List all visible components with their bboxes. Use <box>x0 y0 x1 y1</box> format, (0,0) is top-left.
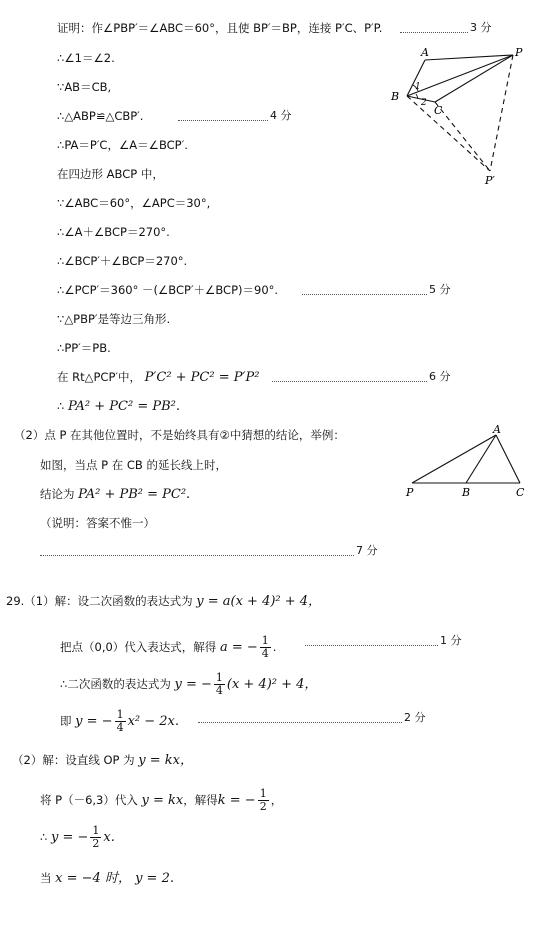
label-c-2: C <box>516 486 525 499</box>
line-conclusion <box>57 398 180 415</box>
q29-setup: 29.（1）解：设二次函数的表达式为 <box>6 594 193 608</box>
score-5: 5 分 <box>429 283 451 296</box>
line-equilateral: ∵△PBP′是等边三角形. <box>57 312 171 326</box>
score-leader <box>302 294 427 295</box>
q29-line2: 把点（0,0）代入表达式，解得 a = − $\frac{1}{4}$ . <box>60 634 277 660</box>
q29-line3: ∴二次函数的表达式为 y = − $\frac{1}{4}$ (x + 4)² + 4， <box>60 671 318 697</box>
line-bcp-sum: ∴∠BCP′＋∠BCP＝270°. <box>57 254 188 268</box>
line-rt-triangle <box>57 369 259 386</box>
label-p: P <box>515 46 523 59</box>
q29-part2-line3: ∴ y = − $\frac{1}{2}$ x. <box>40 824 115 850</box>
conclusion-equation: PA² + PC² = PB². <box>67 399 181 414</box>
score-4: 4 分 <box>270 109 292 122</box>
score-3: 3 分 <box>470 21 492 34</box>
score-leader <box>40 555 354 556</box>
line-pa-pc: ∴PA＝P′C，∠A＝∠BCP′. <box>57 138 188 152</box>
part2-note: （说明：答案不惟一） <box>40 516 155 530</box>
line-given-angles: ∵∠ABC＝60°，∠APC＝30°, <box>57 196 211 210</box>
q29-expression-label: ∴二次函数的表达式为 <box>60 677 171 691</box>
conclusion-label: 结论为 <box>40 487 75 501</box>
label-b-2: B <box>462 486 471 499</box>
fraction-quarter: $\frac{1}{4}$ <box>116 708 124 734</box>
figure-triangle <box>400 424 535 500</box>
label-p-2: P <box>406 486 414 499</box>
q29-formula: y = a(x + 4)² + 4， <box>196 594 322 609</box>
q29-part2-line1: （2）解：设直线 OP 为 y = kx， <box>12 753 193 768</box>
part2-conclusion <box>40 486 190 503</box>
score-leader <box>272 381 427 382</box>
rt-equation: P′C² + PC² = P′P² <box>144 370 260 385</box>
score-2: 2 分 <box>404 711 426 724</box>
line-pp-pb: ∴PP′＝PB. <box>57 341 111 355</box>
label-a: A <box>421 46 429 59</box>
label-angle-1: 1 <box>415 82 421 92</box>
figure-quadrilateral <box>385 44 525 190</box>
proof-intro: 证明：作∠PBP′＝∠ABC＝60°，且使 BP′＝BP，连接 P′C、P′P. <box>57 21 383 35</box>
fraction-quarter: $\frac{1}{4}$ <box>261 634 269 660</box>
label-c: C <box>434 104 443 117</box>
q29-line1 <box>6 593 321 610</box>
fraction-quarter: $\frac{1}{4}$ <box>215 671 223 697</box>
line-angle-eq: ∴∠1＝∠2. <box>57 51 115 65</box>
therefore-symbol: ∴ <box>57 399 65 413</box>
fraction-half: $\frac{1}{2}$ <box>259 787 267 813</box>
line-sum-270: ∴∠A＋∠BCP＝270°. <box>57 225 170 239</box>
line-pcp-90: ∴∠PCP′＝360° －(∠BCP′＋∠BCP)＝90°. <box>57 283 279 297</box>
q29-part2-line4: 当 x = −4 时， y = 2. <box>40 871 174 886</box>
score-6: 6 分 <box>429 370 451 383</box>
fraction-half: $\frac{1}{2}$ <box>92 824 100 850</box>
score-leader <box>305 645 438 646</box>
q29-line4: 即 y = − $\frac{1}{4}$ x² − 2x. <box>60 708 179 734</box>
label-b: B <box>391 90 400 103</box>
label-angle-2: 2 <box>421 98 427 108</box>
part2-example: 如图，当点 P 在 CB 的延长线上时， <box>40 458 227 472</box>
part2-question: （2）点 P 在其他位置时，不是始终具有②中猜想的结论，举例： <box>14 428 345 442</box>
label-a-2: A <box>493 424 501 436</box>
q29-a-value: a = − <box>219 640 258 655</box>
conclusion-equation-2: PA² + PB² = PC². <box>78 487 191 502</box>
score-leader <box>178 120 268 121</box>
score-7: 7 分 <box>356 544 378 557</box>
q29-substitute: 把点（0,0）代入表达式，解得 <box>60 640 217 654</box>
q29-part2-line2: 将 P（－6,3）代入 y = kx，解得k = − $\frac{1}{2}$ ， <box>40 787 283 813</box>
line-congruent: ∴△ABP≌△CBP′. <box>57 109 144 123</box>
score-leader <box>400 32 468 33</box>
line-quad: 在四边形 ABCP 中， <box>57 167 164 181</box>
label-pprime: P′ <box>485 174 495 187</box>
score-1: 1 分 <box>440 634 462 647</box>
line-ab-cb: ∵AB＝CB, <box>57 80 112 94</box>
rt-label: 在 Rt△PCP′中， <box>57 370 142 384</box>
score-leader <box>198 722 402 723</box>
